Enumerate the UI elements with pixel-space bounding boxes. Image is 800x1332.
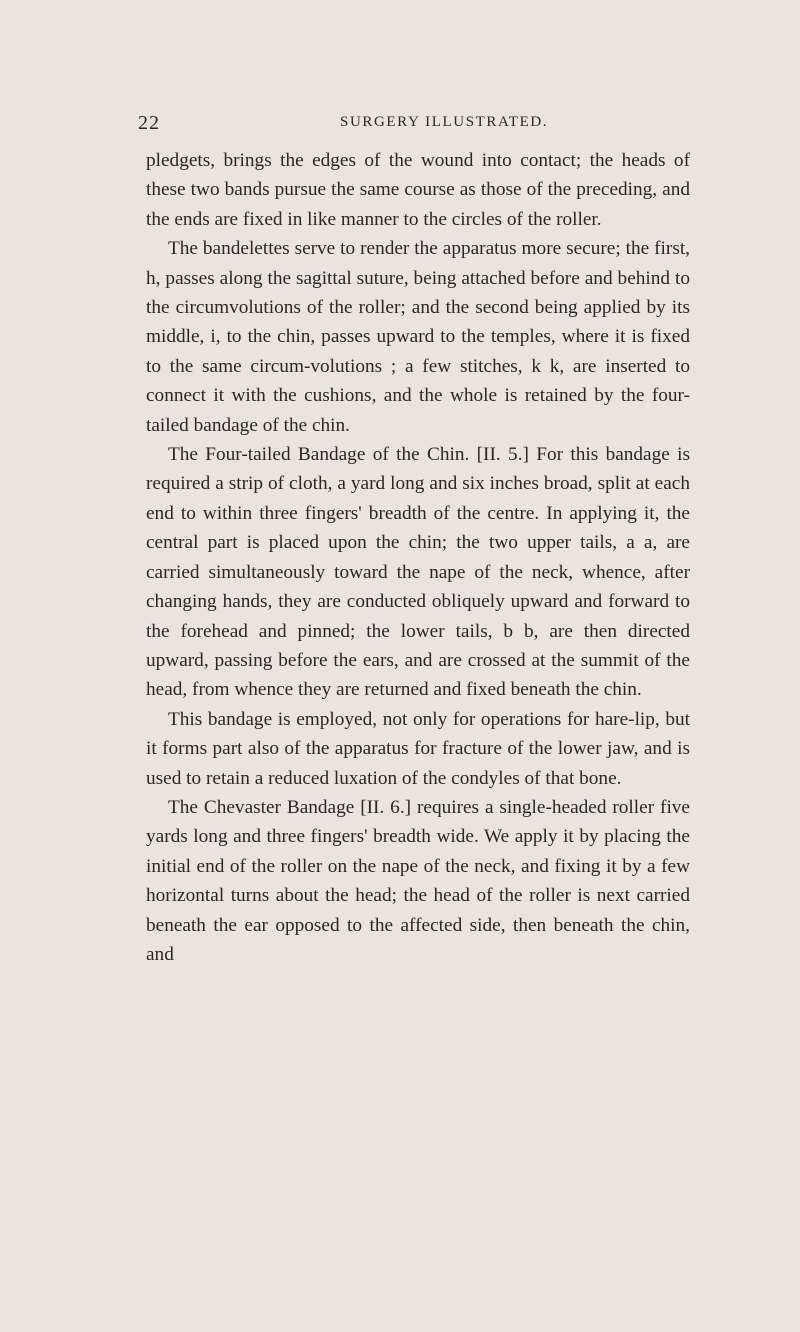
running-title: SURGERY ILLUSTRATED. bbox=[340, 114, 549, 130]
paragraph-four-tailed-bandage: The Four-tailed Bandage of the Chin. [II. 5.] For this bandage is required a strip of cloth, a yard long and six inches broad, split at each end to within three fingers' breadth of the centre. In applying it, the central part is placed upon the chin; the two upper tails, a a, are carried simultaneously toward the nape of the neck, whence, after changing hands, they are conducted obliquely upward and forward to the forehead and pinned; the lower tails, b b, are then directed upward, passing before the ears, and are crossed at the summit of the head, from whence they are returned and fixed beneath the chin. bbox=[146, 444, 690, 701]
page-header bbox=[0, 112, 800, 140]
paragraph-chevaster-bandage: The Chevaster Bandage [II. 6.] requires a single-headed roller five yards long and three fingers' breadth wide. We apply it by placing the initial end of the roller on the nape of the neck, and fixing it by a few horizontal turns about the head; the head of the roller is next carried beneath the ear opposed to the affected side, then beneath the chin, and bbox=[146, 796, 690, 965]
paragraph-bandelettes: The bandelettes serve to render the apparatus more secure; the first, h, passes along the sagittal suture, being attached before and behind to the circumvolutions of the roller; and the second being applied by its middle, i, to the chin, passes upward to the temples, where it is fixed to the same circum-volutions ; a few stitches, k k, are inserted to connect it with the cushions, and the whole is retained by the four-tailed bandage of the chin. bbox=[146, 238, 690, 436]
paragraph-bandage-uses: This bandage is employed, not only for operations for hare-lip, but it forms part also of the apparatus for fracture of the lower jaw, and is used to retain a reduced luxation of the condyles of that bone. bbox=[146, 708, 690, 789]
paragraph-continuation: pledgets, brings the edges of the wound into contact; the heads of these two bands pursue the same course as those of the preceding, and the ends are fixed in like manner to the circles of the roller. bbox=[146, 150, 690, 230]
page-number: 22 bbox=[138, 112, 160, 134]
body-text bbox=[146, 146, 690, 969]
